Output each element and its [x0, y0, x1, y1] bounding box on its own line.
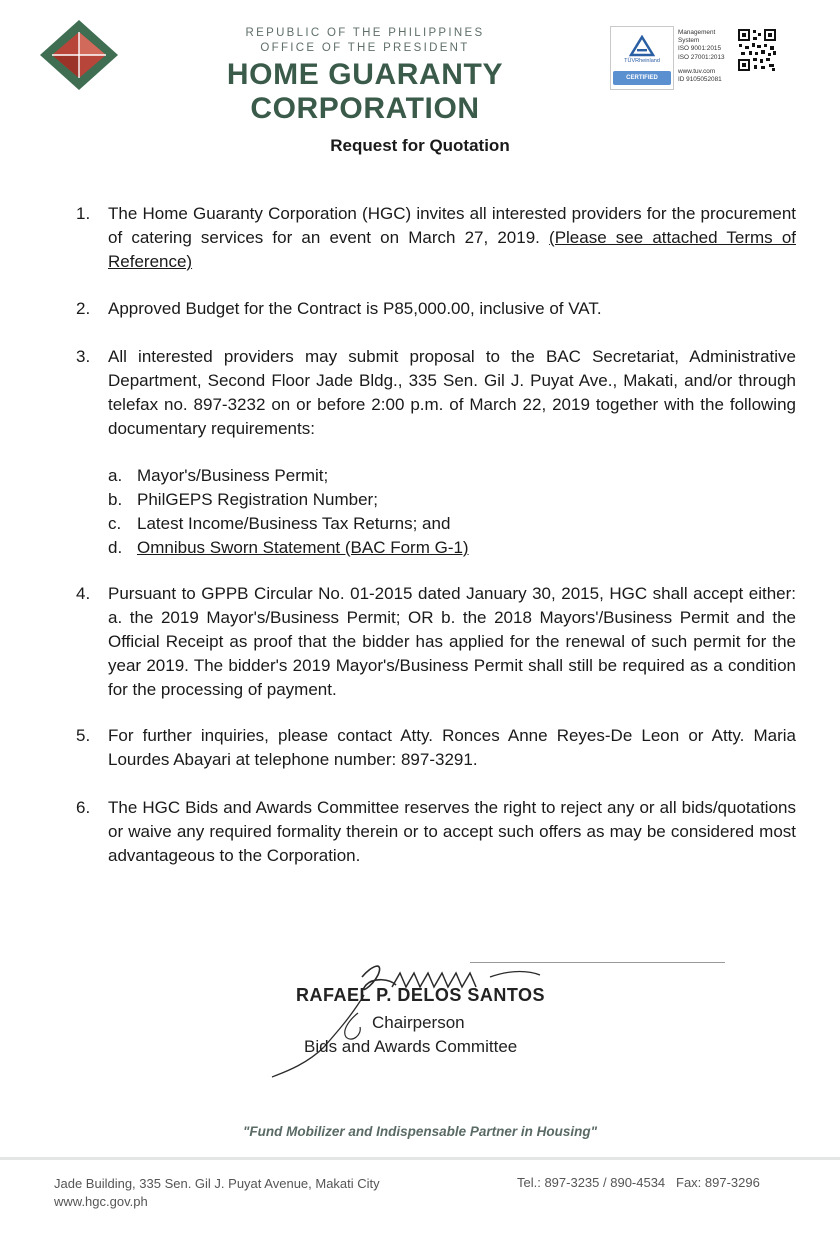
requirement-letter: c.: [108, 514, 122, 533]
tagline: "Fund Mobilizer and Indispensable Partner in Housing": [242, 1124, 598, 1139]
tuv-triangle-icon: [629, 35, 655, 57]
item-text: The HGC Bids and Awards Committee reserves the right to reject any or all bids/quotations or waive any required formality therein or to accept such offers as may be considered most advantageous to the Corporation.: [108, 798, 796, 865]
republic-line: REPUBLIC OF THE PHILIPPINES: [245, 27, 485, 39]
item-text: Approved Budget for the Contract is P85,000.00, inclusive of VAT.: [108, 299, 602, 318]
item-number: 2.: [76, 299, 91, 318]
cert-label: CERTIFIED: [613, 71, 671, 85]
tuv-certification-badge: [610, 26, 674, 90]
list-item: [76, 345, 796, 441]
item-number: 3.: [76, 347, 91, 366]
item-text: For further inquiries, please contact Atty. Ronces Anne Reyes-De Leon or Atty. Maria Lourdes Abayari at telephone number: 897-3291.: [108, 726, 796, 769]
footer-address: Jade Building, 335 Sen. Gil J. Puyat Avenue, Makati City: [54, 1176, 380, 1191]
requirement-text: Mayor's/Business Permit;: [137, 466, 329, 485]
terms-of-reference-link[interactable]: (Please see attached Terms of Reference): [108, 228, 796, 271]
cert-info-line: www.tuv.com: [678, 67, 716, 75]
footer-contact: Tel.: 897-3235 / 890-4534 Fax: 897-3296: [517, 1175, 760, 1190]
cert-info-line: System: [678, 37, 700, 45]
requirement-letter: d.: [108, 538, 123, 557]
document-title: Request for Quotation: [330, 136, 510, 155]
requirement-letter: a.: [108, 466, 123, 485]
office-line: OFFICE OF THE PRESIDENT: [260, 42, 470, 54]
cert-info-line: ID 9105052081: [678, 76, 722, 84]
cert-info-line: Management: [678, 29, 716, 36]
list-item: [76, 796, 796, 868]
requirement-item: [108, 464, 608, 488]
hgc-logo-icon: [38, 18, 120, 92]
requirement-item: [108, 512, 608, 536]
requirement-text: PhilGEPS Registration Number;: [137, 490, 378, 509]
signatory-committee: Bids and Awards Committee: [304, 1037, 518, 1056]
item-number: 4.: [76, 584, 91, 603]
org-header: [140, 26, 590, 126]
item-number: 6.: [76, 798, 91, 817]
cert-info-line: ISO 9001:2015: [678, 45, 721, 53]
org-name: HOME GUARANTY CORPORATION: [226, 58, 504, 125]
item-text: All interested providers may submit proposal to the BAC Secretariat, Administrative Department, Second Floor Jade Bldg., 335 Sen. Gil J. Puyat Ave., Makati, and/or through telefax no. 897-3232 on or before 2:00 p.m. of March 22, 2019 together with the following documentary requirements:: [108, 347, 796, 438]
footer-address-block: [54, 1175, 380, 1211]
requirement-item: [108, 488, 608, 512]
cert-info: [678, 29, 736, 84]
qr-code-icon: [737, 28, 777, 72]
requirement-item: [108, 536, 608, 560]
footer-website[interactable]: www.hgc.gov.ph: [54, 1194, 148, 1209]
requirement-text: Latest Income/Business Tax Returns; and: [137, 514, 451, 533]
requirement-letter: b.: [108, 490, 123, 509]
list-item: [76, 297, 796, 321]
cert-info-line: ISO 27001:2013: [678, 53, 725, 61]
item-number: 5.: [76, 726, 91, 745]
cert-brand: TÜVRheinland: [624, 57, 660, 64]
footer-divider: [0, 1157, 840, 1160]
list-item: [76, 582, 796, 702]
list-item: [76, 724, 796, 772]
signatory-role: Chairperson: [372, 1013, 465, 1032]
omnibus-statement-link[interactable]: Omnibus Sworn Statement (BAC Form G-1): [137, 538, 469, 557]
item-text: Pursuant to GPPB Circular No. 01-2015 dated January 30, 2015, HGC shall accept either: a. the 2019 Mayor's/Business Permit; OR b. the 2018 Mayors'/Business Permit and the Official Receipt as proof that the bidder has applied for the renewal of such permit for the year 2019. The bidder's 2019 Mayor's/Business Permit shall still be required as a condition for the processing of payment.: [108, 584, 796, 699]
signatory-name: RAFAEL P. DELOS SANTOS: [296, 985, 546, 1005]
list-item: [76, 202, 796, 274]
item-number: 1.: [76, 204, 91, 223]
item-text: The Home Guaranty Corporation (HGC) invites all interested providers for the procurement of catering services for an event on March 27, 2019.: [108, 204, 796, 247]
